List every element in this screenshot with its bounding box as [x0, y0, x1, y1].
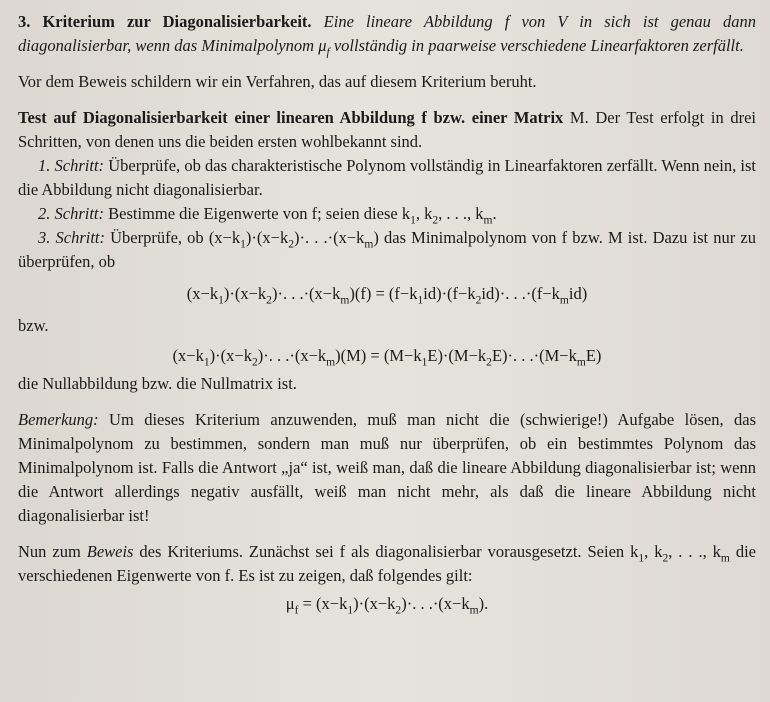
theorem-paragraph — [18, 10, 756, 58]
formula-minimal-polynomial: $\mu_f = (x-k_1)\cdot(x-k_2)\cdot$. . $.\cdot(x-k_m)$. — [285, 594, 489, 617]
step-3: 3. Schritt: Überprüfe, ob $(x-k_1)\cdot(x-k_2)\cdot$. . $.\cdot(x-k_m)$ das Minimalpolynom von f bzw. M ist. Dazu ist nur zu überprüfen, ob — [18, 228, 756, 271]
beweis-word: Beweis — [86, 542, 134, 561]
theorem-title: 3. Kriterium zur Diagonalisierbarkeit. — [18, 12, 312, 31]
bzw-text: bzw. — [18, 316, 49, 335]
intro-paragraph: Vor dem Beweis schildern wir ein Verfahren, das auf diesem Kriterium beruht. — [18, 72, 537, 91]
remark-label: Bemerkung: — [18, 410, 99, 429]
proof-paragraph: Nun zum Beweis des Kriteriums. Zunächst sei f als diagonalisierbar vorausgesetzt. Seien $k_1$, $k_2$, . . ., $k_m$ die verschiedenen Eigenwerte von f. Es ist zu zeigen, daß folgendes gilt: — [18, 542, 756, 585]
step-1: 1. Schritt: Überprüfe, ob das charakteristische Polynom vollständig in Linearfaktoren zerfällt. Wenn nein, ist die Abbildung nicht diagonalisierbar. — [18, 156, 756, 199]
theorem-text: Eine lineare Abbildung f von V in sich ist genau dann diagonalisierbar, wenn das Minimalpolynom $\mu_f$ vollständig in paarweise verschiedene Linearfaktoren zerfällt. — [18, 12, 756, 59]
test-section — [18, 106, 756, 396]
closing-text: die Nullabbildung bzw. die Nullmatrix ist. — [18, 374, 297, 393]
remark-text: Um dieses Kriterium anzuwenden, muß man nicht die (schwierige!) Aufgabe lösen, das Minimalpolynom zu bestimmen, sondern man muß nur überprüfen, ob ein bestimmtes Polynom das Minimalpolynom ist. Falls die Antwort „ja“ ist, weiß man, daß die lineare Abbildung diagonalisierbar ist; wenn die Antwort allerdings negativ ausfällt, weiß man nicht mehr, als daß die lineare Abbildung nicht diagonalisierbar ist! — [18, 410, 756, 525]
step-2: 2. Schritt: Bestimme die Eigenwerte von f; seien diese $k_1$, $k_2$, . . ., $k_m$. — [38, 204, 497, 227]
test-heading: Test auf Diagonalisierbarkeit einer linearen Abbildung f bzw. einer Matrix M. Der Test erfolgt in drei Schritten, von denen uns die beiden ersten wohlbekannt sind. — [18, 108, 756, 151]
formula-matrix: $(x-k_1)\cdot(x-k_2)\cdot$. . $.\cdot(x-k_m)(M) = (M-k_1E)\cdot(M-k_2E)\cdot$. . $.\cdot(M-k_mE)$ — [172, 346, 602, 369]
formula-linear-map: $(x-k_1)\cdot(x-k_2)\cdot$. . $.\cdot(x-k_m)(f) = (f-k_1id)\cdot(f-k_2id)\cdot$. . $.\cdot(f-k_mid)$ — [186, 284, 588, 307]
remark-paragraph — [18, 408, 756, 528]
